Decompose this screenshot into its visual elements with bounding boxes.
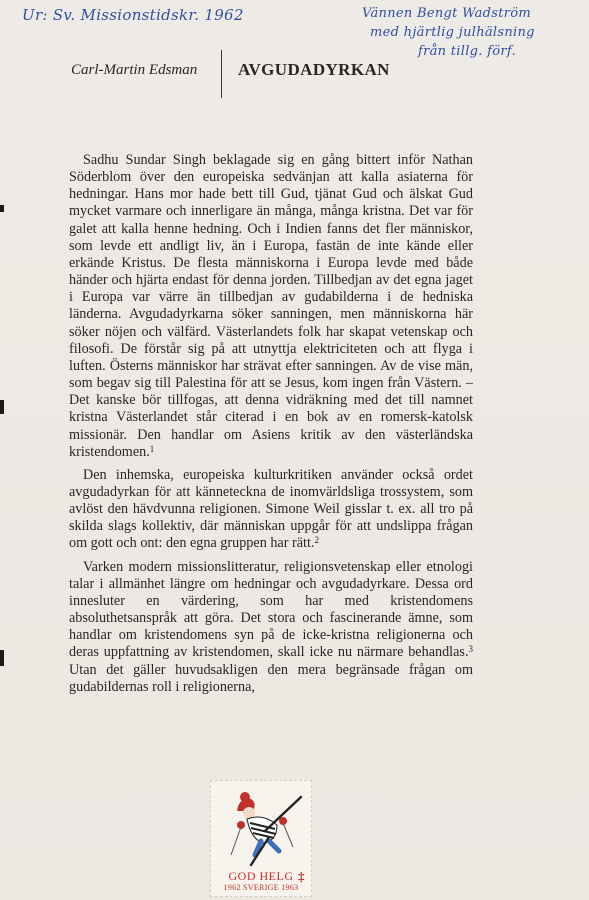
article-body	[69, 152, 473, 702]
binding-mark	[0, 650, 4, 666]
footnote-marker: 2	[314, 535, 319, 546]
article-header	[0, 58, 589, 98]
paragraph: Sadhu Sundar Singh beklagade sig en gång bittert inför Nathan Söderblom över den europeiska sedvänjan att kalla asiaterna för hedningar. Hans mor hade bett till Gud, tjänat Gud och älskat Gud mycket varmare och innerligare än många, många kristna. Det var för galet att kalla henne hedning. Och i Indien fanns det fler människor, som levde ett andligt liv, än i Europa, fastän de inte kände eller erkände Kristus. De flesta människorna i Europa levde med både händer och hjärta endast för denna jorden. Tillbedjan av det egna jaget i Europa var värre än tillbedjan av gudabilderna i de hedniska länderna. Avgudadyrkarna söker sanningen, men människorna här söker nöjen och välfärd. Västerlandets folk har skapat vetenskap och filosofi. De förstår sig på att utnyttja elektriciteten och att flyga i luften. Österns människor har strävat efter sanningen. Av de vise män, som begav sig till Palestina för att se Jesus, kom ingen från Västern. – Det kanske bör tillfogas, att denna vidräkning med det till namnet kristna Västerlandet står citerad i en bok av en romersk-katolsk missionär. Den handlar om Asiens kritik av den västerländska kristendomen.$^1$	[69, 152, 473, 460]
handwritten-source-note: Ur: Sv. Missionstidskr. 1962	[22, 6, 244, 24]
stamp-years: 1962 SVERIGE 1963	[223, 883, 299, 892]
footnote-marker: 1	[149, 443, 155, 454]
author-name: Carl-Martin Edsman	[71, 62, 198, 78]
paragraph: Den inhemska, europeiska kulturkritiken använder också ordet avgudadyrkan för att känneteckna de inomvärldsliga trossystem, som avlöst den hävdvunna religionen. Simone Weil gisslar t. ex. all tro på skilda slags kollektiv, där människan uppgår för att undslippa frågan om gott och ont: den egna gruppen har rätt.$^2$	[69, 466, 473, 552]
handwritten-dedication-line-2: med hjärtlig julhälsning	[370, 25, 535, 40]
paragraph: Varken modern missionslitteratur, religionsvetenskap eller etnologi talar i allmänhet längre om hedningar och avgudadyrkare. Dessa ord innesluter en värdering, som har med kristendomens absoluthetsanspråk att göra. Det stora och fascinerande ämne, som handlar om kristendomens syn på de icke-kristna religionerna och deras uppfattning av kristendomen, skall icke nu närmare behandlas.$^3$ Utan det gäller huvudsakligen den mera begränsade frågan om gudabildernas roll i religionerna,	[69, 558, 473, 695]
footnote-marker: 3	[468, 644, 473, 655]
handwritten-dedication-line-3: från tillg. förf.	[418, 44, 516, 59]
binding-mark	[0, 205, 4, 212]
handwritten-dedication-line-1: Vännen Bengt Wadström	[362, 6, 532, 21]
double-cross-icon: ‡	[298, 869, 305, 884]
binding-mark	[0, 400, 4, 414]
christmas-seal-stamp	[210, 780, 312, 897]
stamp-greeting: GOD HELG	[228, 869, 294, 883]
skier-illustration	[217, 785, 305, 871]
header-divider	[221, 50, 222, 98]
article-title: AVGUDADYRKAN	[238, 60, 390, 79]
